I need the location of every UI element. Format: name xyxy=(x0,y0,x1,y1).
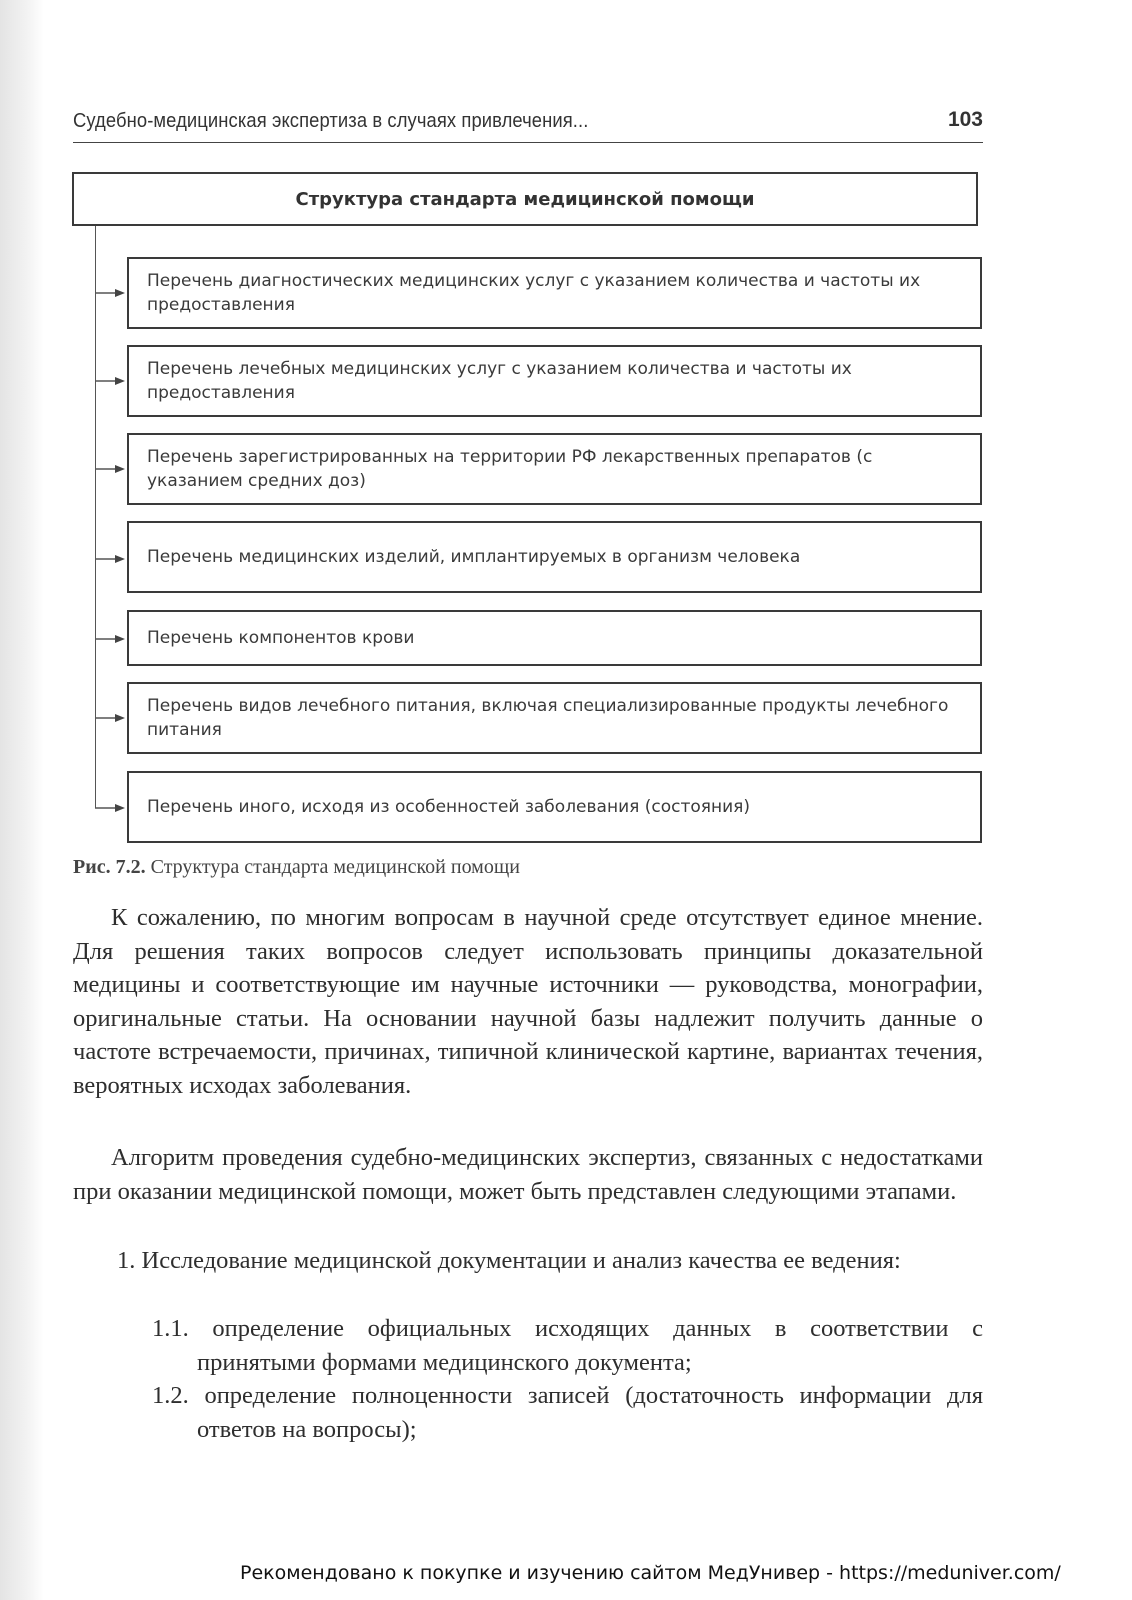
arrow-right-icon xyxy=(95,803,126,813)
figure-caption-text: Структура стандарта медицинской помощи xyxy=(145,856,520,878)
diagram-item-label: Перечень зарегистрированных на территории РФ лекарственных препаратов (с указанием средних доз) xyxy=(147,447,873,491)
diagram-item-diagnostic-services xyxy=(127,257,982,329)
diagram-item-label: Перечень иного, исходя из особенностей заболевания (состояния) xyxy=(147,797,751,817)
diagram-item-implants xyxy=(127,521,982,593)
diagram-item-label: Перечень лечебных медицинских услуг с указанием количества и частоты их предоставления xyxy=(147,359,852,403)
arrow-right-icon xyxy=(95,464,126,474)
diagram-item-label: Перечень медицинских изделий, имплантируемых в организм человека xyxy=(147,547,801,567)
arrow-right-icon xyxy=(95,288,126,298)
diagram-item-drugs xyxy=(127,433,982,505)
list-item-1-2: 1.2. определение полноценности записей (достаточность информации для ответов на вопросы); xyxy=(152,1382,983,1443)
diagram-item-treatment-services xyxy=(127,345,982,417)
footer-watermark-text: Рекомендовано к покупке и изучению сайтом МедУнивер - https://meduniver.com/ xyxy=(240,1562,1061,1584)
body-paragraph-1: К сожалению, по многим вопросам в научной среде отсутствует единое мнение. Для решения таких вопросов следует использовать принципы доказательной медицины и соответствующие им научные источники — руководства, монографии, оригинальные статьи. На основании научной базы надлежит получить данные о частоте встречаемости, причинах, типичной клинической картине, вариантах течения, вероятных исходах заболевания. xyxy=(73,904,983,1099)
body-paragraph-2: Алгоритм проведения судебно-медицинских экспертиз, связанных с недостатками при оказании медицинской помощи, может быть представлен следующими этапами. xyxy=(73,1144,983,1205)
list-item-1-1: 1.1. определение официальных исходящих данных в соответствии с принятыми формами медицинского документа; xyxy=(152,1315,983,1376)
figure-caption-label: Рис. 7.2. xyxy=(73,856,146,878)
diagram-item-blood-components xyxy=(127,610,982,666)
diagram-item-label: Перечень видов лечебного питания, включая специализированные продукты лечебного питания xyxy=(147,696,949,740)
diagram-title: Структура стандарта медицинской помощи xyxy=(295,188,755,210)
running-title: Судебно-медицинская экспертиза в случаях привлечения... xyxy=(73,110,589,132)
diagram-item-label: Перечень диагностических медицинских услуг с указанием количества и частоты их предоставления xyxy=(147,271,921,315)
arrow-right-icon xyxy=(95,634,126,644)
arrow-right-icon xyxy=(95,554,126,564)
page-number: 103 xyxy=(947,108,983,131)
list-item-1: 1. Исследование медицинской документации и анализ качества ее ведения: xyxy=(117,1247,901,1274)
diagram-item-nutrition xyxy=(127,682,982,754)
arrow-right-icon xyxy=(95,376,126,386)
diagram-title-box xyxy=(72,172,978,226)
figure-caption xyxy=(73,856,520,879)
arrow-right-icon xyxy=(95,713,126,723)
diagram-item-other xyxy=(127,771,982,843)
diagram-item-label: Перечень компонентов крови xyxy=(147,628,415,648)
